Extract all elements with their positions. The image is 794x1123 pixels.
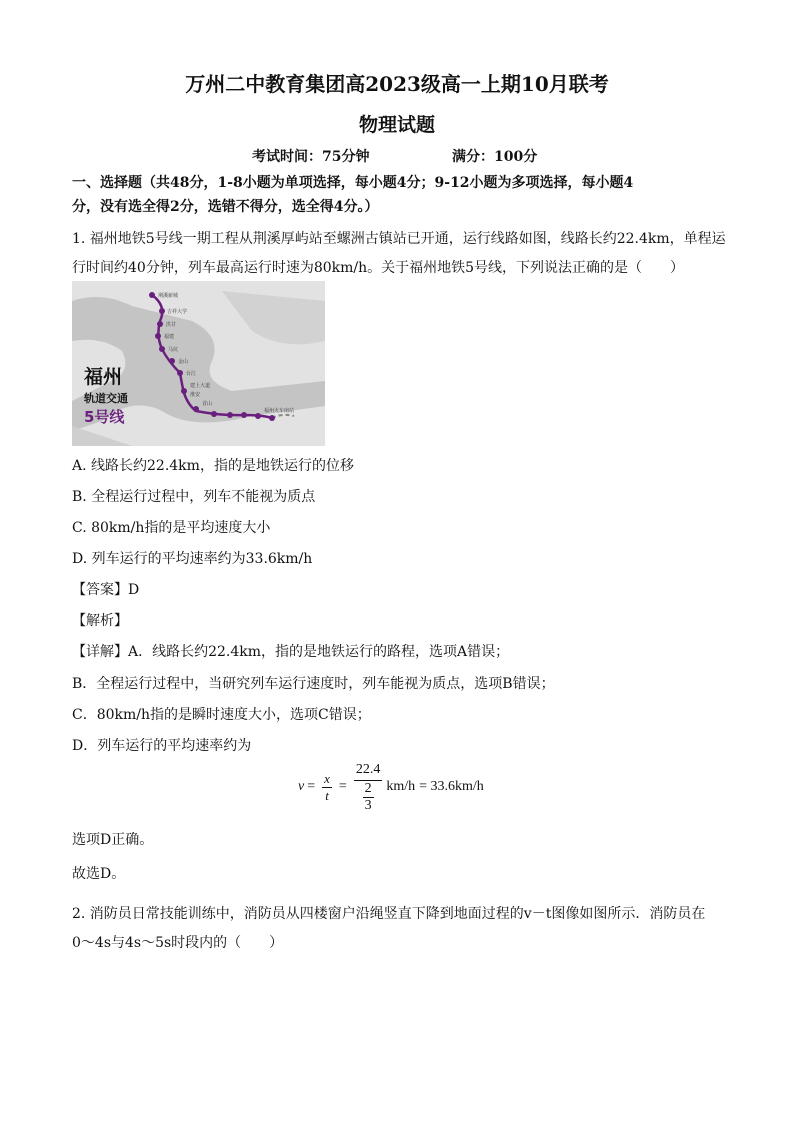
q2-stem-line2: 0～4s与4s～5s时段内的（ ） <box>72 935 284 951</box>
station-label: 首山 <box>202 401 213 407</box>
formula-x: x <box>324 770 330 786</box>
station-label: 建上大道 <box>190 383 211 389</box>
station-dot <box>241 412 247 418</box>
station-label: 吉祥大学 <box>167 309 188 315</box>
q1-conclusion: 选项D正确。 <box>72 832 154 848</box>
q1-option-d: D. 列车运行的平均速率约为33.6km/h <box>72 551 313 567</box>
station-label: 荆溪新城 <box>158 293 179 299</box>
station-dot <box>227 412 233 418</box>
formula-den-num: 2 <box>364 781 372 796</box>
page-subtitle: 物理试题 <box>358 114 435 136</box>
formula-v: v <box>298 779 305 794</box>
q1-detail-c: C．80km/h指的是瞬时速度大小，选项C错误； <box>72 707 371 723</box>
map-title-city: 福州 <box>84 366 123 388</box>
section-heading-line2: 分，没有选全得2分，选错不得分，选全得4分。） <box>72 199 379 215</box>
station-label: 台江 <box>186 371 197 377</box>
q1-detail-b: B．全程运行过程中，当研究列车运行速度时，列车能视为质点，选项B错误； <box>72 676 555 692</box>
q1-stem-line2: 行时间约40分钟，列车最高运行时速为80km/h。关于福州地铁5号线，下列说法正确的是（ ） <box>72 260 685 276</box>
station-label: 福州火车南站 <box>264 408 295 414</box>
q1-choice: 故选D。 <box>72 866 126 882</box>
station-dot <box>177 370 183 376</box>
metro-map-svg <box>72 281 325 446</box>
speed-formula <box>298 760 484 814</box>
station-label: 马坑 <box>168 347 179 353</box>
station-dot <box>159 346 165 352</box>
formula-eq2: = <box>338 779 347 794</box>
q1-option-c: C. 80km/h指的是平均速度大小 <box>72 520 271 536</box>
q1-option-b: B. 全程运行过程中，列车不能视为质点 <box>72 489 316 505</box>
page-title: 万州二中教育集团高2023级高一上期10月联考 <box>185 72 609 96</box>
station-dot <box>181 388 187 394</box>
formula-x-over-t <box>322 771 332 804</box>
formula-denominator <box>363 781 374 814</box>
station-dot <box>255 413 261 419</box>
formula-eq: = <box>307 779 316 794</box>
q1-stem-line1: 1. 福州地铁5号线一期工程从荆溪厚屿站至螺洲古镇站已开通，运行线路如图，线路长约22.4km，单程运 <box>72 231 726 247</box>
station-dot <box>269 415 275 421</box>
map-title-transit: 轨道交通 <box>84 392 128 405</box>
station-dot <box>193 406 199 412</box>
formula-numerator: 22.4 <box>354 760 383 781</box>
station-dot <box>169 358 175 364</box>
station-dot <box>155 333 161 339</box>
station-dot <box>157 321 163 327</box>
formula-den-den: 3 <box>364 798 372 813</box>
q1-option-a: A. 线路长约22.4km，指的是地铁运行的位移 <box>72 458 354 474</box>
q2-stem-line1: 2. 消防员日常技能训练中，消防员从四楼窗户沿绳竖直下降到地面过程的v－t图像如图所示．消防员在 <box>72 906 706 922</box>
formula-unit: km/h <box>386 779 416 794</box>
exam-time: 考试时间：75分钟 <box>252 149 370 165</box>
station-label: 洪甘 <box>166 322 177 328</box>
q1-analysis-label: 【解析】 <box>72 613 128 629</box>
q1-detail-d: D．列车运行的平均速率约为 <box>72 738 252 754</box>
formula-main-fraction <box>354 760 383 814</box>
station-dot <box>149 292 155 298</box>
q1-answer: 【答案】D <box>72 582 140 598</box>
section-heading-line1: 一、选择题（共48分，1-8小题为单项选择，每小题4分；9-12小题为多项选择，每小题4 <box>72 175 634 191</box>
metro-map-image <box>72 281 325 446</box>
station-dot <box>159 308 165 314</box>
station-label: 金山 <box>178 359 189 365</box>
station-label: 淮安 <box>190 392 201 398</box>
formula-t: t <box>325 787 329 803</box>
map-title-line: 5号线 <box>84 408 125 426</box>
station-dot <box>211 411 217 417</box>
full-score: 满分：100分 <box>452 149 538 165</box>
q1-detail-a: 【详解】A．线路长约22.4km，指的是地铁运行的路程，选项A错误； <box>72 644 510 660</box>
station-label: 福建 <box>164 334 175 340</box>
formula-result: = 33.6km/h <box>419 779 484 794</box>
